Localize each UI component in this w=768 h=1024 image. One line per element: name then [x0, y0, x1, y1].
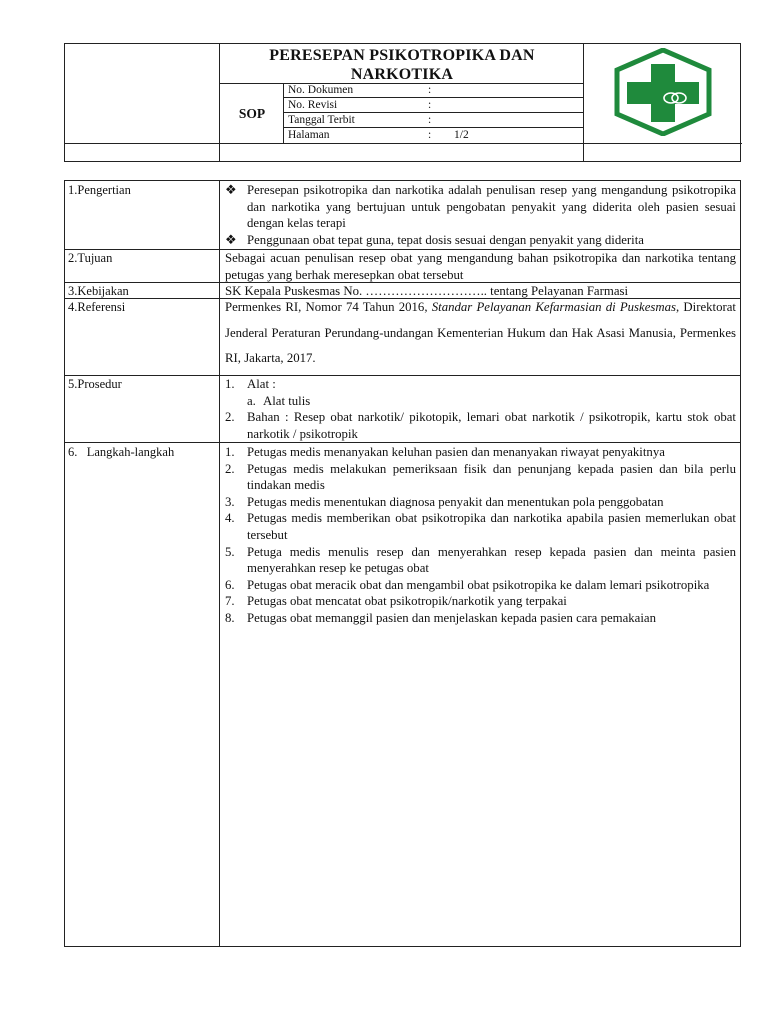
row-label-tujuan: 2.Tujuan — [68, 251, 113, 265]
meta-label: Tanggal Terbit — [288, 114, 355, 126]
langkah-content — [225, 444, 736, 627]
diamond-bullet-icon: ❖ — [225, 183, 237, 197]
row-label-kebijakan: 3.Kebijakan — [68, 284, 129, 298]
document-title — [221, 46, 583, 84]
row-label-prosedur: 5.Prosedur — [68, 377, 122, 391]
title-line-1: PERESEPAN PSIKOTROPIKA DAN — [269, 47, 535, 64]
meta-row-no-dokumen — [284, 83, 583, 97]
langkah-step: 3. Petugas medis menentukan diagnosa penyakit dan menentukan pola penggobatan — [225, 494, 664, 509]
langkah-step: 4. Petugas medis memberikan obat psikotropika dan narkotika apabila pasien memerlukan obat tersebut — [225, 511, 736, 542]
row-label-pengertian: 1.Pengertian — [68, 183, 131, 197]
prosedur-item: 1. Alat : — [225, 377, 276, 391]
referensi-book-title: Standar Pelayanan Kefarmasian di Puskesmas — [431, 300, 676, 314]
puskesmas-logo-icon — [611, 48, 715, 136]
tujuan-content: Sebagai acuan penulisan resep obat yang mengandung bahan psikotropika dan narkotika tentang petugas yang berhak meresepkan obat tersebut — [225, 251, 736, 282]
prosedur-content — [225, 376, 736, 442]
title-line-2: NARKOTIKA — [350, 66, 454, 83]
meta-value: 1/2 — [454, 129, 469, 141]
meta-colon: : — [428, 114, 432, 126]
langkah-step: 1. Petugas medis menanyakan keluhan pasien dan menanyakan riwayat penyakitnya — [225, 445, 665, 459]
langkah-step: 5. Petuga medis menulis resep dan menyerahkan resep kepada pasien dan meinta pasien menyerahkan resep ke petugas obat — [225, 544, 736, 576]
meta-colon: : — [428, 84, 432, 96]
prosedur-subitem: a. Alat tulis — [247, 393, 311, 408]
meta-colon: : — [428, 99, 432, 111]
column-divider — [219, 181, 220, 946]
langkah-step: 6. Petugas obat meracik obat dan mengambil obat psikotropika ke dalam lemari psikotropika — [225, 577, 710, 592]
langkah-step: 2. Petugas medis melakukan pemeriksaan fisik dan penunjang kepada pasien dan bila perlu tindakan medis — [225, 461, 736, 493]
pengertian-bullet: ❖ Penggunaan obat tepat guna, tepat dosis sesuai dengan penyakit yang diderita — [225, 232, 644, 247]
sop-label: SOP — [238, 106, 266, 121]
header-divider — [65, 143, 742, 144]
meta-label: No. Dokumen — [288, 84, 354, 96]
referensi-content: Permenkes RI, Nomor 74 Tahun 2016, Standar Pelayanan Kefarmasian di Puskesmas, Direktorat Jenderal Peraturan Perundang-undangan Kementerian Hukum dan Hak Asasi Manusia, Permenkes RI, Jakarta, 2017. — [225, 300, 736, 365]
kebijakan-content: SK Kepala Puskesmas No. ……………………….. tentang Pelayanan Farmasi — [225, 284, 629, 298]
diamond-bullet-icon: ❖ — [225, 232, 237, 247]
meta-row-tanggal-terbit — [284, 113, 583, 127]
meta-label: No. Revisi — [288, 99, 338, 111]
prosedur-item: 2. Bahan : Resep obat narkotik/ pikotopik, lemari obat narkotik / psikotropik, kartu stok obat narkotik / psikotropik — [225, 410, 736, 441]
pengertian-bullet: ❖ Peresepan psikotropika dan narkotika adalah penulisan resep yang mengandung psikotropika dan narkotika yang bertujuan untuk pengobatan penyakit yang diderita oleh pasien sesuai dengan kelas terapi — [225, 183, 736, 231]
sop-content-table — [64, 180, 741, 947]
meta-row-no-revisi — [284, 98, 583, 112]
meta-row-halaman — [284, 128, 583, 142]
meta-label: Halaman — [288, 129, 330, 141]
langkah-step: 8. Petugas obat memanggil pasien dan menjelaskan kepada pasien cara pemakaian — [225, 610, 656, 625]
langkah-step: 7. Petugas obat mencatat obat psikotropik/narkotik yang terpakai — [225, 594, 567, 609]
pengertian-content — [225, 182, 736, 248]
document-header — [64, 43, 741, 162]
row-label-langkah: 6. Langkah-langkah — [68, 445, 175, 459]
meta-colon: : — [428, 129, 432, 141]
row-label-referensi: 4.Referensi — [68, 300, 126, 314]
